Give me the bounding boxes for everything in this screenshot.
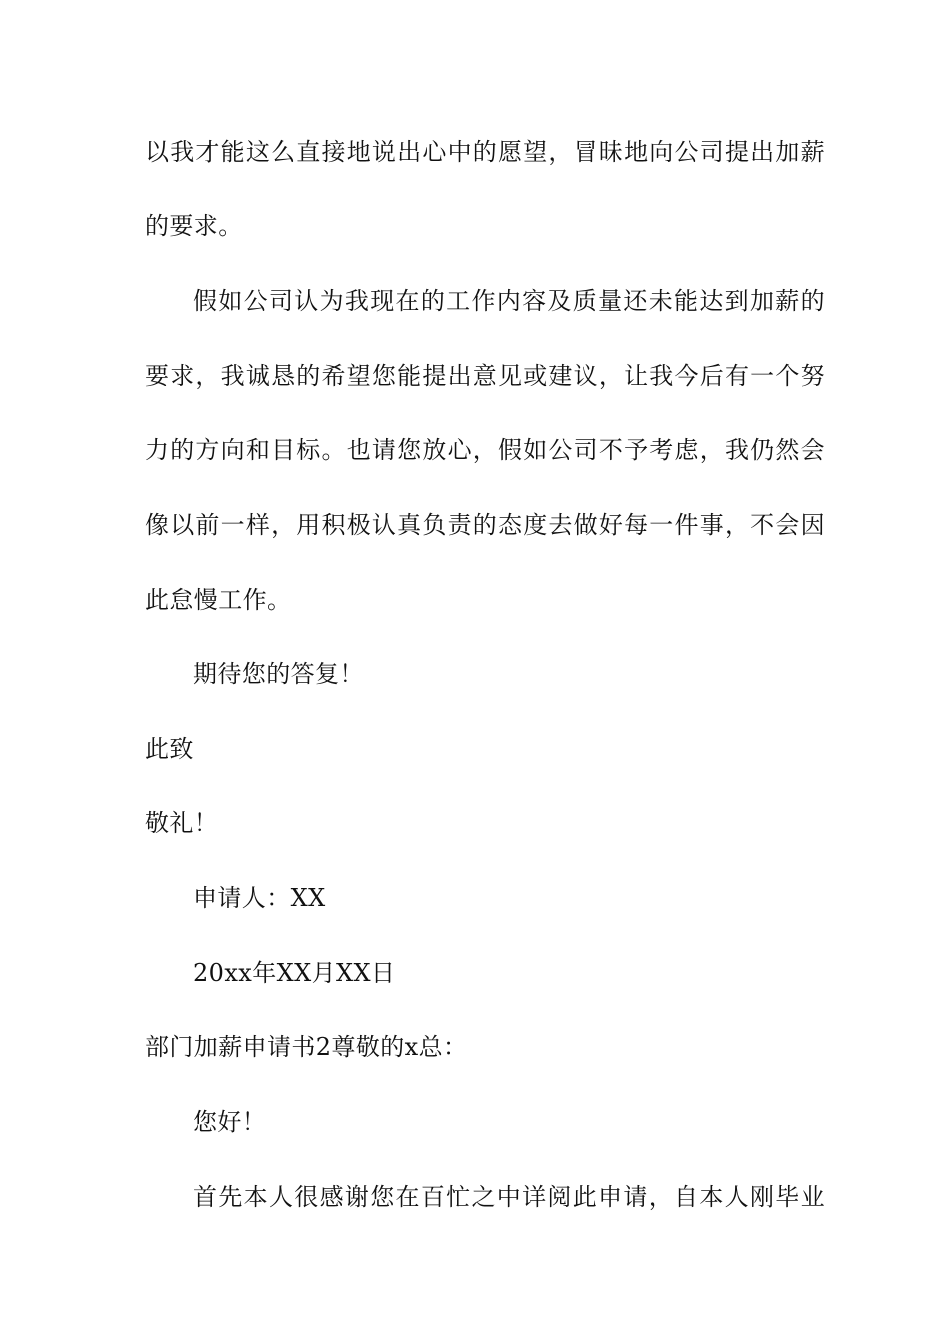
body-text-line: 以我才能这么直接地说出心中的愿望，冒昧地向公司提出加薪 <box>145 138 825 166</box>
section-heading-line: 部门加薪申请书2尊敬的x总： <box>145 1033 468 1061</box>
body-text-line: 像以前一样，用积极认真负责的态度去做好每一件事，不会因 <box>145 511 825 539</box>
body-text-line: 的要求。 <box>145 212 243 240</box>
paragraph-first-line: 假如公司认为我现在的工作内容及质量还未能达到加薪的 <box>193 287 825 315</box>
salutation-line: 此致 <box>145 735 194 763</box>
paragraph-first-line: 首先本人很感谢您在百忙之中详阅此申请，自本人刚毕业 <box>193 1183 825 1211</box>
body-text-line: 此怠慢工作。 <box>145 586 292 614</box>
closing-line: 期待您的答复！ <box>193 660 364 688</box>
salutation-line: 敬礼！ <box>145 809 219 837</box>
body-text-line: 力的方向和目标。也请您放心，假如公司不予考虑，我仍然会 <box>145 436 825 464</box>
body-text-line: 要求，我诚恳的希望您能提出意见或建议，让我今后有一个努 <box>145 362 825 390</box>
greeting-line: 您好！ <box>193 1108 267 1136</box>
signature-date: 20xx年XX月XX日 <box>193 959 396 987</box>
signature-applicant: 申请人：XX <box>193 884 326 912</box>
